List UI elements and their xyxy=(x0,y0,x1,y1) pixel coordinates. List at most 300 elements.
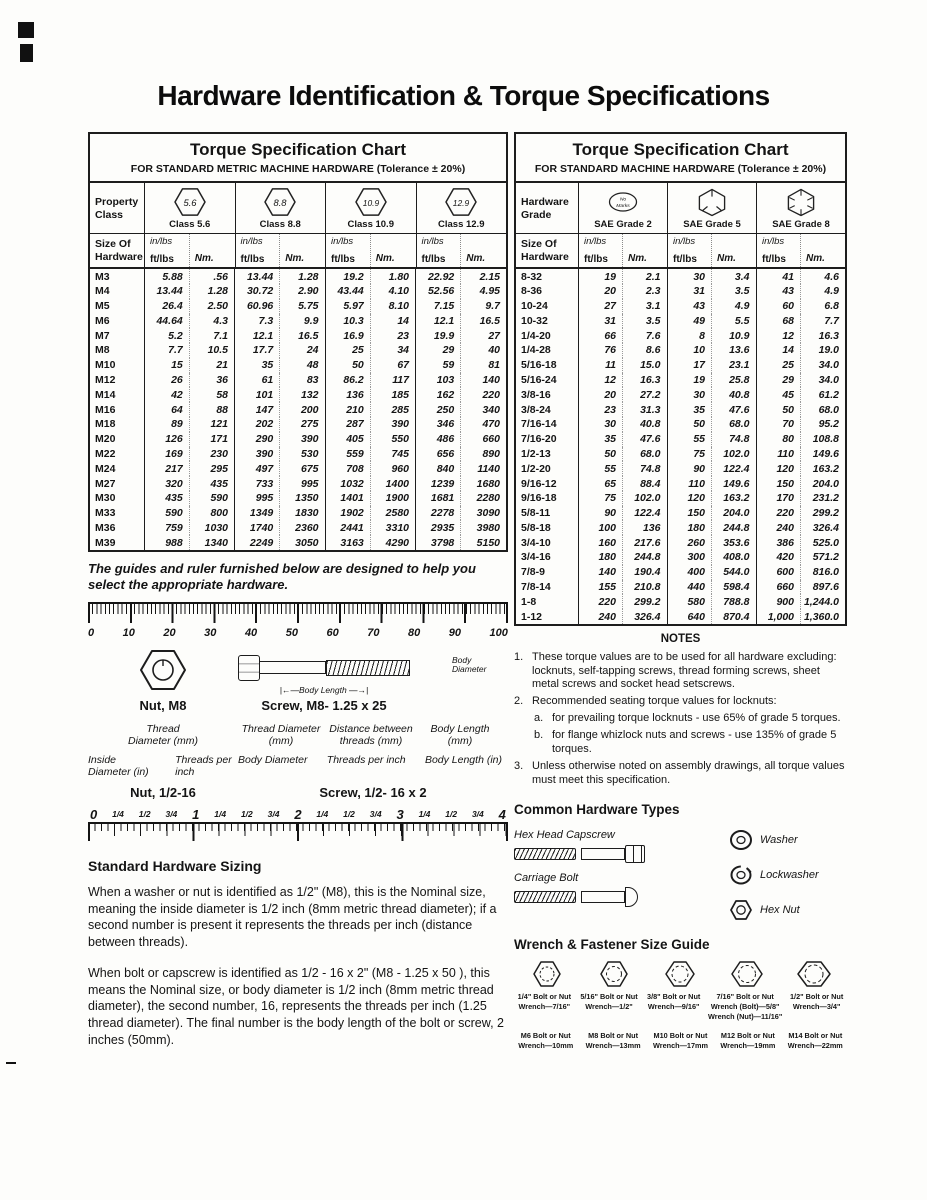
list-item: 3/8" Bolt or Nut xyxy=(647,992,701,1002)
body-length-label: |←— Body Length —→| xyxy=(238,685,410,695)
nut-inch-dims xyxy=(88,754,238,778)
metric-torque-table xyxy=(90,269,506,550)
table-cell: 3798 xyxy=(416,535,461,550)
table-cell: 5.75 xyxy=(280,299,325,314)
table-row xyxy=(516,314,845,329)
table-cell: 1900 xyxy=(370,491,415,506)
table-row xyxy=(90,314,506,329)
ftlbs-label: ft/lbs xyxy=(673,254,697,266)
table-cell: 250 xyxy=(416,402,461,417)
table-cell: 3/8-16 xyxy=(521,388,551,401)
table-row xyxy=(516,373,845,388)
note-item: 1. These torque values are to be used for all hardware excluding: locknuts, self-tapping screws, thread forming screws, sheet metal screws and socket head setscrews. xyxy=(514,650,837,691)
nm-label: Nm. xyxy=(285,253,305,265)
table-cell: 1/2-20 xyxy=(521,462,551,475)
list-item: 20 xyxy=(163,626,176,639)
list-item: 10 xyxy=(122,626,135,639)
table-row xyxy=(516,284,845,299)
table-cell: 122.4 xyxy=(712,461,757,476)
table-cell: 24 xyxy=(280,343,325,358)
table-row xyxy=(516,609,845,624)
table-cell: 285 xyxy=(370,402,415,417)
table-cell: 2249 xyxy=(235,535,280,550)
table-row xyxy=(516,387,845,402)
bolt-head-icon xyxy=(532,960,562,988)
table-cell: .56 xyxy=(189,269,234,284)
screw-sample xyxy=(238,652,508,713)
table-row xyxy=(516,580,845,595)
table-cell: 8-32 xyxy=(521,270,543,283)
list-item: Threads per inch xyxy=(326,753,406,766)
table-cell: 66 xyxy=(578,328,623,343)
metric-chart-subtitle: FOR STANDARD METRIC MACHINE HARDWARE (Tolerance ± 20%) xyxy=(130,163,466,175)
table-cell: 19 xyxy=(667,373,712,388)
table-cell: 25 xyxy=(756,358,801,373)
table-cell: 275 xyxy=(280,417,325,432)
table-cell: 571.2 xyxy=(801,550,846,565)
table-cell: 17 xyxy=(667,358,712,373)
wrench-size-guide xyxy=(514,937,847,1050)
table-row xyxy=(90,269,506,284)
hex-nut-label: Hex Nut xyxy=(760,904,800,917)
table-cell: 5.97 xyxy=(325,299,370,314)
carriage-bolt-drawing xyxy=(514,887,721,907)
table-cell: 3980 xyxy=(461,520,506,535)
table-cell: 1,244.0 xyxy=(801,594,846,609)
table-cell: 7.7 xyxy=(801,314,846,329)
table-cell: 121 xyxy=(189,417,234,432)
table-cell: 10 xyxy=(667,343,712,358)
table-cell: 326.4 xyxy=(623,609,668,624)
note-subitem: a. for prevailing torque locknuts - use 65% of grade 5 torques. xyxy=(534,712,841,725)
table-cell: 86.2 xyxy=(325,373,370,388)
table-cell: 656 xyxy=(416,447,461,462)
list-item: Thread xyxy=(146,722,180,735)
table-cell: 6.8 xyxy=(801,299,846,314)
wrench-label-col xyxy=(514,992,575,1022)
table-cell: 530 xyxy=(280,447,325,462)
table-cell: 3.5 xyxy=(712,284,757,299)
table-cell: 19.0 xyxy=(801,343,846,358)
table-cell: 320 xyxy=(144,476,189,491)
table-cell: 120 xyxy=(756,461,801,476)
table-cell: 14 xyxy=(756,343,801,358)
inch-wrench-labels xyxy=(514,992,847,1022)
table-row xyxy=(90,417,506,432)
list-item: Threads per inch xyxy=(175,753,232,778)
list-item: 1/2 xyxy=(445,808,458,819)
table-cell: 7.7 xyxy=(144,343,189,358)
screw-inch-label: Screw, 1/2- 16 x 2 xyxy=(319,784,427,800)
nut-sample xyxy=(88,649,238,713)
sizing-paragraph-2: When bolt or capscrew is identified as 1/2 - 16 x 2" (M8 - 1.25 x 50 ), this means the Nominal size, or body diameter is 1/2 inch (8mm metric thread diameter), the second number, 16, represents the threads per inch (1.25 thread diameter). The final number is the body length of the bolt or screw, 2 inches (50mm). xyxy=(88,965,504,1047)
list-item: Wrench—1/2" xyxy=(585,1002,633,1012)
table-cell: 15.0 xyxy=(623,358,668,373)
table-cell: 3050 xyxy=(280,535,325,550)
nut-inch-label: Nut, 1/2-16 xyxy=(130,784,196,800)
table-cell: 390 xyxy=(235,447,280,462)
table-cell: 816.0 xyxy=(801,565,846,580)
table-cell: 244.8 xyxy=(623,550,668,565)
table-cell: 544.0 xyxy=(712,565,757,580)
table-cell: 162 xyxy=(416,387,461,402)
table-cell: M12 xyxy=(95,374,116,387)
table-cell: 29 xyxy=(756,373,801,388)
table-cell: 640 xyxy=(667,609,712,624)
property-class-corner xyxy=(90,183,144,233)
lockwasher-label: Lockwasher xyxy=(760,869,819,882)
table-cell: 88.4 xyxy=(623,476,668,491)
sae-chart-subtitle: FOR STANDARD MACHINE HARDWARE (Tolerance ± 20%) xyxy=(534,163,827,175)
table-cell: 299.2 xyxy=(801,506,846,521)
table-cell: 88 xyxy=(189,402,234,417)
nut-label: Nut, M8 xyxy=(139,697,187,713)
inlbs-label: in/lbs xyxy=(673,236,696,247)
table-row xyxy=(516,328,845,343)
table-cell: 43 xyxy=(667,299,712,314)
table-cell: 12 xyxy=(756,328,801,343)
sae-grade-2-header xyxy=(578,183,667,233)
inlbs-label: in/lbs xyxy=(150,236,173,247)
ftlbs-label: ft/lbs xyxy=(762,254,786,266)
table-cell: 9.7 xyxy=(461,299,506,314)
table-cell: 1030 xyxy=(189,520,234,535)
nm-label: Nm. xyxy=(194,253,214,265)
unit-header xyxy=(416,234,507,267)
table-cell: 3/4-16 xyxy=(521,551,551,564)
class-129-header xyxy=(416,183,507,233)
table-cell: M6 xyxy=(95,314,110,327)
table-cell: 353.6 xyxy=(712,535,757,550)
table-cell: 900 xyxy=(756,594,801,609)
table-cell: 132 xyxy=(280,387,325,402)
table-row xyxy=(516,343,845,358)
table-cell: 400 xyxy=(667,565,712,580)
hex-nut-item xyxy=(729,899,847,921)
size-header-line: Hardware xyxy=(521,250,569,263)
screw-head xyxy=(238,655,260,681)
table-cell: 110 xyxy=(667,476,712,491)
table-cell: 47.6 xyxy=(623,432,668,447)
table-cell: 61 xyxy=(235,373,280,388)
list-item: 1/4 xyxy=(214,808,227,819)
table-cell: 55 xyxy=(667,432,712,447)
sae-grade-8-header xyxy=(756,183,845,233)
table-cell: 20 xyxy=(578,284,623,299)
screw-drawing xyxy=(238,652,450,684)
table-cell: 745 xyxy=(370,447,415,462)
wrench-label-col xyxy=(643,992,704,1022)
table-cell: 5.5 xyxy=(712,314,757,329)
table-cell: 1,000 xyxy=(756,609,801,624)
table-cell: 95.2 xyxy=(801,417,846,432)
table-cell: 217 xyxy=(144,461,189,476)
table-cell: 800 xyxy=(189,506,234,521)
table-cell: 590 xyxy=(189,491,234,506)
table-cell: 40.8 xyxy=(712,387,757,402)
list-item: Wrench—13mm xyxy=(585,1040,641,1050)
table-cell: 31.3 xyxy=(623,402,668,417)
table-row xyxy=(90,299,506,314)
table-cell: 41 xyxy=(756,269,801,284)
nm-label: Nm. xyxy=(806,253,825,265)
table-cell: 675 xyxy=(280,461,325,476)
table-cell: 890 xyxy=(461,447,506,462)
table-cell: 470 xyxy=(461,417,506,432)
list-item: 100 xyxy=(489,626,508,639)
table-row xyxy=(516,269,845,284)
table-cell: 995 xyxy=(235,491,280,506)
table-cell: 10-24 xyxy=(521,300,548,313)
list-item: 1/2 xyxy=(240,808,253,819)
table-cell: 68.0 xyxy=(801,402,846,417)
table-cell: 231.2 xyxy=(801,491,846,506)
table-cell: 47.6 xyxy=(712,402,757,417)
corner-line: Grade xyxy=(521,208,552,221)
list-item: 4 xyxy=(498,806,506,822)
table-cell: 9.9 xyxy=(280,314,325,329)
table-cell: 346 xyxy=(416,417,461,432)
corner-line: Class xyxy=(95,208,124,221)
table-cell: 3/4-10 xyxy=(521,536,551,549)
metric-chart-title: Torque Specification Chart xyxy=(190,140,406,159)
table-cell: 788.8 xyxy=(712,594,757,609)
table-cell: 16.5 xyxy=(280,328,325,343)
table-cell: 169 xyxy=(144,447,189,462)
scan-artifact xyxy=(6,1062,16,1064)
table-cell: 202 xyxy=(235,417,280,432)
wrench-label-col xyxy=(514,1031,577,1051)
table-cell: 140 xyxy=(578,565,623,580)
right-column xyxy=(514,132,847,1059)
table-cell: 4.9 xyxy=(801,284,846,299)
sae-chart-title: Torque Specification Chart xyxy=(572,140,789,159)
table-cell: 25 xyxy=(325,343,370,358)
table-cell: 75 xyxy=(667,447,712,462)
table-cell: 200 xyxy=(280,402,325,417)
wrench-label-col xyxy=(786,992,847,1022)
table-row xyxy=(90,506,506,521)
screw-thread xyxy=(326,660,410,676)
table-row xyxy=(516,565,845,580)
table-cell: 19.2 xyxy=(325,269,370,284)
table-cell: 995 xyxy=(280,476,325,491)
table-cell: 5/16-18 xyxy=(521,359,557,372)
list-item: 2 xyxy=(294,806,302,822)
table-cell: 12 xyxy=(578,373,623,388)
guide-note: The guides and ruler furnished below are designed to help you select the appropriate hardware. xyxy=(88,561,476,593)
unit-header xyxy=(144,234,235,267)
wrench-label-col xyxy=(581,1031,644,1051)
table-cell: 19.9 xyxy=(416,328,461,343)
svg-text:10.9: 10.9 xyxy=(362,197,379,208)
table-cell: 10.5 xyxy=(189,343,234,358)
table-cell: 5/8-18 xyxy=(521,521,551,534)
metric-table-body xyxy=(90,269,506,550)
metric-ruler-ticks xyxy=(88,602,508,624)
table-cell: 90 xyxy=(578,506,623,521)
table-cell: 180 xyxy=(578,550,623,565)
table-cell: 1830 xyxy=(280,506,325,521)
ftlbs-label: ft/lbs xyxy=(331,254,355,266)
table-row xyxy=(90,476,506,491)
table-cell: 3310 xyxy=(370,520,415,535)
table-cell: 16.9 xyxy=(325,328,370,343)
class-label: Class 12.9 xyxy=(438,219,485,230)
table-cell: 122.4 xyxy=(623,506,668,521)
list-item: Wrench—9/16" xyxy=(647,1002,700,1012)
table-cell: 27.2 xyxy=(623,387,668,402)
bolt-head-icon xyxy=(796,960,832,988)
hex-nut-badge-icon xyxy=(262,187,298,217)
table-cell: 14 xyxy=(370,314,415,329)
hex-nut-icon xyxy=(729,899,753,921)
table-row xyxy=(90,432,506,447)
table-cell: 100 xyxy=(578,520,623,535)
ftlbs-label: ft/lbs xyxy=(240,254,265,266)
table-cell: 1740 xyxy=(235,520,280,535)
table-cell: 22.92 xyxy=(416,269,461,284)
table-cell: 5/8-11 xyxy=(521,507,551,520)
table-cell: 7.1 xyxy=(189,328,234,343)
table-cell: 486 xyxy=(416,432,461,447)
bolt-drawings xyxy=(514,825,721,921)
table-cell: 590 xyxy=(144,506,189,521)
table-cell: 74.8 xyxy=(623,461,668,476)
table-row xyxy=(516,461,845,476)
table-cell: 13.44 xyxy=(235,269,280,284)
table-cell: 58 xyxy=(189,387,234,402)
hardware-types-title: Common Hardware Types xyxy=(514,802,680,818)
list-item: 1/4 xyxy=(316,808,329,819)
table-cell: M22 xyxy=(95,447,116,460)
list-item: 0 xyxy=(88,626,95,639)
table-cell: 35 xyxy=(235,358,280,373)
lockwasher-item xyxy=(729,864,847,886)
table-cell: 3163 xyxy=(325,535,370,550)
table-cell: 405 xyxy=(325,432,370,447)
table-cell: 50 xyxy=(756,402,801,417)
table-cell: 150 xyxy=(667,506,712,521)
list-item: 1/4" Bolt or Nut xyxy=(517,992,571,1002)
table-cell: 2580 xyxy=(370,506,415,521)
metric-chart-header xyxy=(90,134,506,183)
unit-header xyxy=(756,234,845,267)
inch-ruler-ticks xyxy=(88,822,508,840)
grade-2-no-marks-icon xyxy=(605,187,641,217)
table-row xyxy=(90,387,506,402)
list-item: 1/2 xyxy=(343,808,355,819)
table-cell: 1681 xyxy=(416,491,461,506)
table-cell: 435 xyxy=(189,476,234,491)
table-cell: 68.0 xyxy=(712,417,757,432)
table-cell: 390 xyxy=(280,432,325,447)
size-header-line: Size Of xyxy=(521,238,557,250)
table-row xyxy=(90,402,506,417)
table-cell: 26.4 xyxy=(144,299,189,314)
list-item: 0 xyxy=(90,806,98,822)
table-cell: 147 xyxy=(235,402,280,417)
table-cell: 326.4 xyxy=(801,520,846,535)
table-row xyxy=(516,299,845,314)
table-cell: 80 xyxy=(756,432,801,447)
table-cell: 204.0 xyxy=(712,506,757,521)
table-cell: 60.96 xyxy=(235,299,280,314)
table-cell: 67 xyxy=(370,358,415,373)
screw-metric-dims xyxy=(238,723,508,747)
carriage-bolt-label: Carriage Bolt xyxy=(514,872,579,885)
wrench-label-col xyxy=(716,1031,779,1051)
table-cell: 120 xyxy=(667,491,712,506)
table-cell: 23 xyxy=(578,402,623,417)
table-cell: 160 xyxy=(578,535,623,550)
table-cell: 420 xyxy=(756,550,801,565)
table-cell: 117 xyxy=(370,373,415,388)
metric-wrench-labels xyxy=(514,1031,847,1051)
table-cell: 50 xyxy=(325,358,370,373)
table-cell: 244.8 xyxy=(712,520,757,535)
list-item: 90 xyxy=(448,626,462,639)
table-cell: 960 xyxy=(370,461,415,476)
list-item: Thread Diameter (mm) xyxy=(241,722,321,747)
table-cell: 90 xyxy=(667,461,712,476)
body-diameter-label: Body Diameter xyxy=(452,654,487,674)
table-cell: 170 xyxy=(756,491,801,506)
table-cell: M14 xyxy=(95,388,116,401)
standard-hardware-sizing xyxy=(88,858,508,1049)
table-cell: 2.50 xyxy=(189,299,234,314)
table-cell: 2.1 xyxy=(623,269,668,284)
table-row xyxy=(90,461,506,476)
list-item: Wrench—3/4" xyxy=(792,1002,841,1012)
table-cell: 40.8 xyxy=(623,417,668,432)
note-item: 2. Recommended seating torque values for locknuts: xyxy=(514,695,777,708)
list-item: M8 Bolt or Nut xyxy=(588,1030,639,1040)
list-item: 50 xyxy=(285,626,298,639)
table-cell: 1350 xyxy=(280,491,325,506)
table-cell: 30 xyxy=(667,387,712,402)
table-row xyxy=(516,535,845,550)
hardware-samples xyxy=(88,649,508,713)
table-cell: 408.0 xyxy=(712,550,757,565)
table-row xyxy=(516,491,845,506)
table-cell: 2.15 xyxy=(461,269,506,284)
list-item: 1/4 xyxy=(112,808,124,819)
table-cell: 2278 xyxy=(416,506,461,521)
hex-head-capscrew-label: Hex Head Capscrew xyxy=(514,829,615,842)
list-item: 3/4 xyxy=(267,808,280,819)
inlbs-label: in/lbs xyxy=(240,236,263,247)
table-cell: 81 xyxy=(461,358,506,373)
washer-icon xyxy=(729,829,753,851)
scan-artifact xyxy=(20,44,33,62)
table-cell: 1340 xyxy=(189,535,234,550)
bolt-head-icon xyxy=(664,960,696,988)
list-item: 1/4 xyxy=(418,808,431,819)
list-item: 3 xyxy=(396,806,404,822)
table-cell: 25.8 xyxy=(712,373,757,388)
table-cell: 2441 xyxy=(325,520,370,535)
table-cell: 48 xyxy=(280,358,325,373)
table-cell: 840 xyxy=(416,461,461,476)
table-cell: 30 xyxy=(667,269,712,284)
table-cell: 10.9 xyxy=(712,328,757,343)
table-cell: 3090 xyxy=(461,506,506,521)
sae-grade-5-header xyxy=(667,183,756,233)
table-cell: 299.2 xyxy=(623,594,668,609)
sae-chart-header xyxy=(516,134,845,183)
table-cell: 1/4-20 xyxy=(521,329,551,342)
